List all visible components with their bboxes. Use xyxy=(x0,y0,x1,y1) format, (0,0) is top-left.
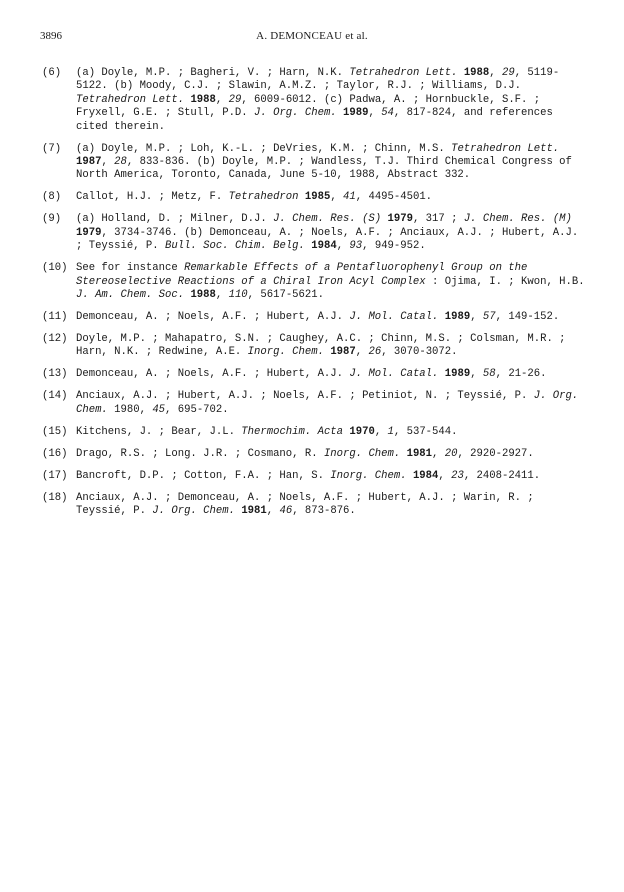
page-number: 3896 xyxy=(40,30,62,42)
reference-number: (12) xyxy=(42,333,68,346)
reference-number: (13) xyxy=(42,368,68,381)
reference-italic-text: 54 xyxy=(381,107,394,120)
reference-segment: , xyxy=(215,289,229,302)
reference-italic-text: Remarkable Effects of a Pentafluorophenyl Group on the Stereoselective Reactions of a Chiral Iron Acyl Complex xyxy=(76,262,528,288)
reference-italic-text: 29 xyxy=(228,93,242,106)
page-header xyxy=(40,30,584,46)
reference-number: (8) xyxy=(42,191,62,204)
reference-text xyxy=(76,426,590,439)
reference-item xyxy=(42,333,590,360)
reference-segment: , xyxy=(139,403,153,416)
reference-segment: , 149-152. xyxy=(495,311,560,324)
reference-italic-text: J. Org. Chem. xyxy=(254,107,337,120)
reference-text xyxy=(76,368,590,381)
reference-item xyxy=(42,426,590,439)
reference-italic-text: 57 xyxy=(482,311,496,324)
reference-segment: , 873-876. xyxy=(292,505,356,518)
reference-year: 1988 xyxy=(190,289,216,302)
reference-segment: , xyxy=(432,447,445,460)
reference-text xyxy=(76,143,590,183)
reference-text xyxy=(76,262,590,302)
reference-segment: Drago, R.S. ; Long. J.R. ; Cosmano, R. xyxy=(76,447,324,460)
reference-item xyxy=(42,470,590,483)
reference-italic-text: 29 xyxy=(501,67,515,79)
reference-item xyxy=(42,311,590,324)
reference-segment: 1980 xyxy=(114,403,140,416)
reference-italic-text: 41 xyxy=(343,191,356,204)
reference-item xyxy=(42,143,590,183)
reference-segment: , xyxy=(330,191,344,204)
reference-segment: , xyxy=(470,368,483,381)
reference-number: (14) xyxy=(42,390,68,403)
reference-segment: , xyxy=(336,240,350,253)
reference-number: (6) xyxy=(42,67,62,79)
reference-italic-text: J. Am. Chem. Soc. xyxy=(76,289,185,302)
reference-item xyxy=(42,448,590,461)
running-head: A. DEMONCEAU et al. xyxy=(256,30,368,42)
reference-item xyxy=(42,213,590,253)
reference-segment: Doyle, M.P. ; Mahapatro, S.N. ; Caughey, A.C. ; Chinn, M.S. ; Colsman, M.R. ; Harn, N.K. ; Redwine, A.E. xyxy=(76,333,566,359)
reference-item xyxy=(42,262,590,302)
reference-italic-text: J. Mol. Catal. xyxy=(349,368,439,381)
reference-italic-text: 1 xyxy=(387,425,394,438)
reference-segment: , 3070-3072. xyxy=(381,346,458,359)
reference-segment: Callot, H.J. ; Metz, F. xyxy=(76,191,229,204)
reference-number: (9) xyxy=(42,213,62,226)
reference-number: (15) xyxy=(42,425,68,438)
reference-italic-text: 45 xyxy=(152,403,166,416)
reference-italic-text: 26 xyxy=(368,346,382,359)
reference-list xyxy=(42,67,590,527)
reference-italic-text: 46 xyxy=(279,505,293,518)
reference-italic-text: Tetrahedron xyxy=(228,191,299,204)
reference-italic-text: Tetrahedron Lett. xyxy=(76,93,185,106)
reference-text xyxy=(76,492,590,519)
reference-year: 1989 xyxy=(444,368,471,381)
reference-year: 1979 xyxy=(76,226,102,239)
reference-italic-text: J. Chem. Res. (M) xyxy=(463,213,572,226)
reference-italic-text: Thermochim. Acta xyxy=(241,425,344,438)
reference-text xyxy=(76,470,590,483)
reference-item xyxy=(42,492,590,519)
reference-italic-text: 58 xyxy=(482,368,496,381)
reference-year: 1989 xyxy=(444,311,471,324)
reference-segment: , xyxy=(355,346,369,359)
reference-year: 1981 xyxy=(241,505,267,518)
reference-number: (7) xyxy=(42,142,62,155)
reference-segment: Demonceau, A. ; Noels, A.F. ; Hubert, A.J. xyxy=(76,311,350,324)
reference-italic-text: Inorg. Chem. xyxy=(323,447,401,460)
reference-segment: Anciaux, A.J. ; Hubert, A.J. ; Noels, A.F. ; Petiniot, N. ; Teyssié, P. xyxy=(76,390,534,403)
reference-text xyxy=(76,333,590,360)
reference-number: (17) xyxy=(42,469,68,482)
reference-year: 1984 xyxy=(412,469,439,482)
reference-number: (16) xyxy=(42,447,68,460)
reference-year: 1984 xyxy=(311,240,337,253)
reference-segment: Anciaux, A.J. ; Demonceau, A. ; Noels, A.F. ; Hubert, A.J. ; Warin, R. ; Teyssié, P. xyxy=(76,491,534,518)
reference-text xyxy=(76,67,590,134)
reference-segment: See for instance xyxy=(76,262,185,275)
reference-segment: , xyxy=(266,505,280,518)
reference-item xyxy=(42,390,590,417)
reference-segment: , 949-952. xyxy=(362,240,426,253)
reference-segment: , xyxy=(374,425,388,438)
reference-italic-text: Bull. Soc. Chim. Belg. xyxy=(165,240,305,253)
reference-italic-text: J. Org. Chem. xyxy=(76,390,579,416)
reference-year: 1981 xyxy=(406,447,433,460)
reference-segment: , 833-836. (b) Doyle, M.P. ; Wandless, T.J. Third Chemical Congress of North America, Toronto, Canada, June 5-10, 1988, Abstract 332. xyxy=(76,156,572,182)
reference-italic-text: J. Org. Chem. xyxy=(152,505,235,518)
reference-segment: , 3734-3746. (b) Demonceau, A. ; Noels, A.F. ; Anciaux, A.J. ; Hubert, A.J. ; Teyssié, P. xyxy=(76,226,579,253)
reference-italic-text: Tetrahedron Lett. xyxy=(451,142,560,155)
reference-segment: , xyxy=(489,67,502,79)
reference-segment: , 537-544. xyxy=(393,425,458,438)
reference-text xyxy=(76,311,590,324)
reference-segment: Bancroft, D.P. ; Cotton, F.A. ; Han, S. xyxy=(76,469,331,482)
reference-text xyxy=(76,390,590,417)
reference-segment: (a) Doyle, M.P. ; Bagheri, V. ; Harn, N.K. xyxy=(76,67,350,79)
reference-segment: , 2920-2927. xyxy=(457,447,534,460)
reference-segment: , 5617-5621. xyxy=(247,289,324,302)
reference-segment: , xyxy=(438,469,452,482)
reference-text xyxy=(76,191,590,204)
reference-segment: (a) Holland, D. ; Milner, D.J. xyxy=(76,213,274,226)
reference-item xyxy=(42,368,590,381)
reference-number: (11) xyxy=(42,311,68,324)
reference-text xyxy=(76,448,590,461)
reference-year: 1979 xyxy=(387,213,413,226)
reference-year: 1985 xyxy=(304,191,331,204)
reference-italic-text: Tetrahedron Lett. xyxy=(349,67,458,79)
reference-italic-text: Inorg. Chem. xyxy=(247,346,324,359)
reference-segment: , 6009-6012. (c) Padwa, A. ; Hornbuckle, S.F. ; Fryxell, G.E. ; Stull, P.D. xyxy=(76,93,541,120)
reference-segment: , 695-702. xyxy=(165,403,229,416)
reference-year: 1970 xyxy=(349,425,375,438)
reference-year: 1987 xyxy=(330,346,356,359)
reference-segment: : Ojima, I. ; Kwon, H.B. xyxy=(425,275,585,288)
reference-segment: , 2408-2411. xyxy=(463,469,541,482)
reference-year: 1988 xyxy=(463,67,490,79)
reference-segment: , 4495-4501. xyxy=(355,191,433,204)
reference-segment: , 317 ; xyxy=(412,213,464,226)
reference-text xyxy=(76,213,590,253)
reference-italic-text: 110 xyxy=(228,289,248,302)
reference-year: 1988 xyxy=(190,93,216,106)
reference-segment: (a) Doyle, M.P. ; Loh, K.-L. ; DeVries, K.M. ; Chinn, M.S. xyxy=(76,142,452,155)
reference-italic-text: 28 xyxy=(114,156,127,169)
reference-number: (18) xyxy=(42,491,68,504)
reference-segment: Kitchens, J. ; Bear, J.L. xyxy=(76,425,242,438)
reference-segment: , xyxy=(368,107,382,120)
reference-item xyxy=(42,67,590,134)
reference-item xyxy=(42,191,590,204)
reference-segment: , 817-824, and references cited therein. xyxy=(76,107,553,133)
reference-italic-text: J. Chem. Res. (S) xyxy=(273,213,382,226)
reference-segment: , 21-26. xyxy=(495,368,547,381)
reference-year: 1989 xyxy=(343,107,369,120)
reference-italic-text: Inorg. Chem. xyxy=(330,469,407,482)
reference-italic-text: 23 xyxy=(451,469,464,482)
reference-year: 1987 xyxy=(76,156,102,169)
reference-segment: , 5119-5122. (b) Moody, C.J. ; Slawin, A.M.Z. ; Taylor, R.J. ; Williams, D.J. xyxy=(76,67,560,93)
reference-segment: , xyxy=(215,93,229,106)
reference-italic-text: 20 xyxy=(444,447,458,460)
reference-italic-text: 93 xyxy=(349,240,363,253)
reference-number: (10) xyxy=(42,262,68,275)
reference-segment: Demonceau, A. ; Noels, A.F. ; Hubert, A.J. xyxy=(76,368,350,381)
reference-italic-text: J. Mol. Catal. xyxy=(349,311,439,324)
reference-segment: , xyxy=(101,156,115,169)
reference-segment: , xyxy=(470,311,483,324)
